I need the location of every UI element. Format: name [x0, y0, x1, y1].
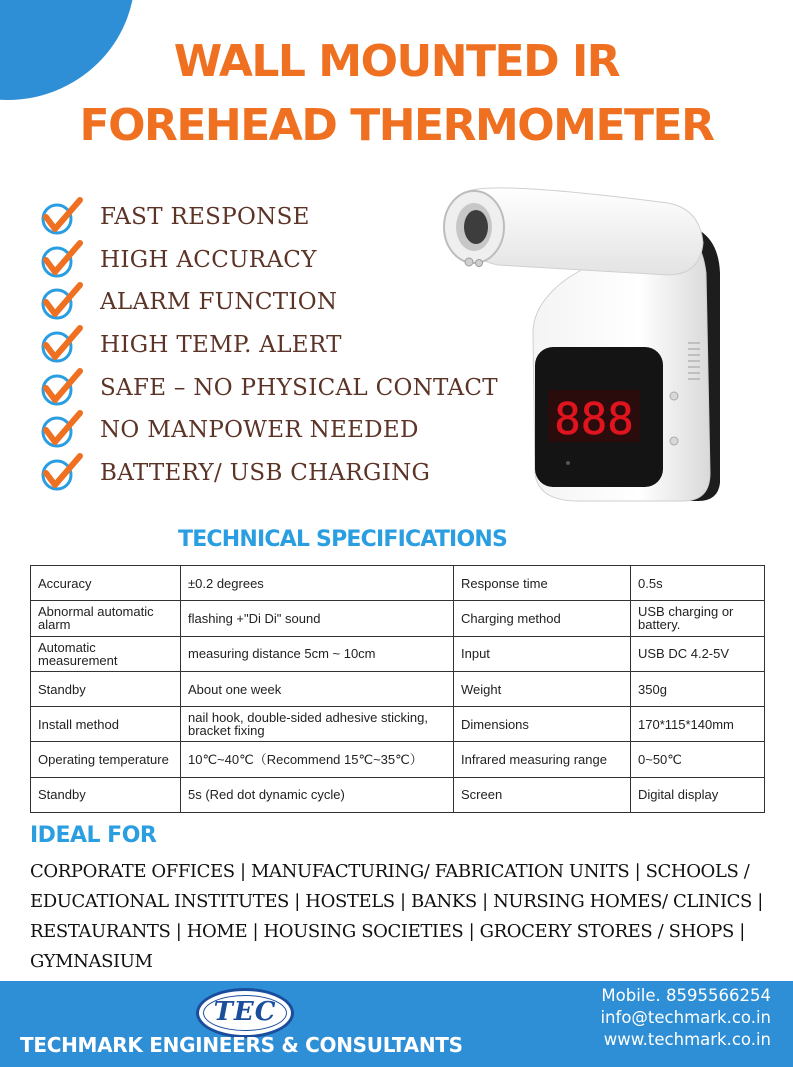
spec-value: 0.5s — [631, 566, 765, 601]
feature-label: HIGH ACCURACY — [100, 246, 317, 273]
feature-label: HIGH TEMP. ALERT — [100, 332, 342, 359]
feature-item — [38, 409, 498, 452]
check-circle-icon — [38, 197, 84, 237]
feature-label: NO MANPOWER NEEDED — [100, 417, 419, 444]
spec-value: 0~50℃ — [631, 742, 765, 777]
display-reading: 888 — [554, 394, 634, 445]
logo-text: TEC — [213, 997, 277, 1027]
spec-label: Install method — [31, 707, 181, 742]
spec-value: 5s (Red dot dynamic cycle) — [181, 777, 454, 812]
feature-item — [38, 239, 498, 282]
spec-heading: TECHNICAL SPECIFICATIONS — [178, 527, 507, 552]
spec-value: 350g — [631, 671, 765, 706]
footer — [0, 981, 793, 1067]
thermometer-product-image — [438, 183, 728, 508]
feature-label: SAFE – NO PHYSICAL CONTACT — [100, 374, 498, 401]
spec-label: Infrared measuring range — [454, 742, 631, 777]
spec-label: Screen — [454, 777, 631, 812]
table-row — [31, 777, 765, 812]
feature-item — [38, 366, 498, 409]
check-circle-icon — [38, 368, 84, 408]
spec-label: Operating temperature — [31, 742, 181, 777]
feature-label: ALARM FUNCTION — [100, 289, 338, 316]
company-name: TECHMARK ENGINEERS & CONSULTANTS — [20, 1033, 463, 1057]
spec-value: measuring distance 5cm ~ 10cm — [181, 636, 454, 671]
spec-label: Automatic measurement — [31, 636, 181, 671]
spec-value: 10℃~40℃（Recommend 15℃~35℃） — [181, 742, 454, 777]
table-row — [31, 636, 765, 671]
spec-value: About one week — [181, 671, 454, 706]
website-link[interactable]: www.techmark.co.in — [603, 1030, 771, 1049]
feature-item — [38, 281, 498, 324]
spec-label: Accuracy — [31, 566, 181, 601]
spec-value: 170*115*140mm — [631, 707, 765, 742]
spec-label: Charging method — [454, 601, 631, 636]
table-row — [31, 566, 765, 601]
spec-label: Dimensions — [454, 707, 631, 742]
ideal-for-list: CORPORATE OFFICES | MANUFACTURING/ FABRICATION UNITS | SCHOOLS / EDUCATIONAL INSTITUTES | HOSTELS | BANKS | NURSING HOMES/ CLINICS | RESTAURANTS | HOME | HOUSING SOCIETIES | GROCERY STORES / SHOPS | GYMNASIUM — [30, 861, 763, 972]
spec-label: Standby — [31, 777, 181, 812]
contact-info — [600, 985, 771, 1051]
company-logo — [196, 988, 294, 1038]
spec-value: ±0.2 degrees — [181, 566, 454, 601]
check-circle-icon — [38, 410, 84, 450]
spec-label: Response time — [454, 566, 631, 601]
spec-table — [30, 565, 765, 813]
spec-value: USB charging or battery. — [631, 601, 765, 636]
feature-label: BATTERY/ USB CHARGING — [100, 459, 431, 486]
check-circle-icon — [38, 453, 84, 493]
feature-item — [38, 324, 498, 367]
spec-value: flashing +"Di Di" sound — [181, 601, 454, 636]
table-row — [31, 671, 765, 706]
spec-value: Digital display — [631, 777, 765, 812]
spec-label: Input — [454, 636, 631, 671]
table-row — [31, 601, 765, 636]
check-circle-icon — [38, 240, 84, 280]
spec-value: USB DC 4.2-5V — [631, 636, 765, 671]
spec-label: Standby — [31, 671, 181, 706]
mobile-number[interactable]: Mobile. 8595566254 — [601, 986, 771, 1005]
title-line-1: WALL MOUNTED IR — [173, 36, 620, 87]
spec-value: nail hook, double-sided adhesive sticking, bracket fixing — [181, 707, 454, 742]
spec-label: Weight — [454, 671, 631, 706]
table-row — [31, 707, 765, 742]
ideal-for-heading: IDEAL FOR — [30, 823, 157, 848]
spec-label: Abnormal automatic alarm — [31, 601, 181, 636]
feature-item — [38, 452, 498, 495]
table-row — [31, 742, 765, 777]
feature-item — [38, 196, 498, 239]
check-circle-icon — [38, 282, 84, 322]
email-link[interactable]: info@techmark.co.in — [600, 1008, 771, 1027]
check-circle-icon — [38, 325, 84, 365]
title-line-2: FOREHEAD THERMOMETER — [79, 100, 714, 151]
feature-list — [38, 196, 498, 494]
feature-label: FAST RESPONSE — [100, 204, 310, 231]
